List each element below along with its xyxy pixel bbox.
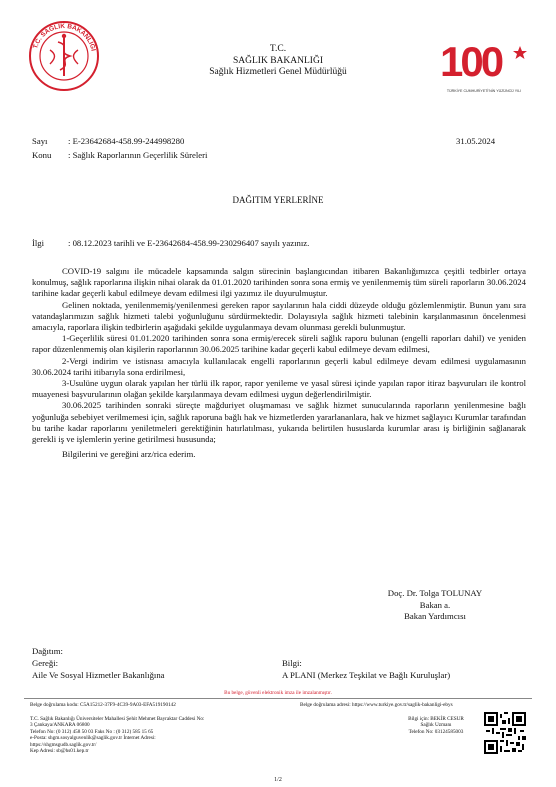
paragraph-6: 30.06.2025 tarihinden sonraki süreçte mağduriyet oluşmaması ve sağlık hizmet sunucularında raporların yenilenmesine bağlı yoğunluğa sebebiyet verilmemesi için, sağlık raporuna bağlı hak ve hizmetlerden yararlananlara, hak ve hizmet sağlayıcı Kurumlar tarafından bu tarihe kadar raporlarını yeniletmeleri gerektiğinin hatırlatılması, yukarıda belirtilen hususlarda kurumlar arası iş birliğinin sağlanarak gerekli iş ve işlemlerin yerine getirilmesi hususunda; [32, 400, 526, 445]
address-line-2: 3 Çankaya/ANKARA 06800 [30, 722, 90, 729]
sayi-label: Sayı [32, 136, 48, 146]
header-directorate: Sağlık Hizmetleri Genel Müdürlüğü [209, 67, 347, 77]
centennial-number: 100 [440, 38, 502, 84]
signature-block [360, 588, 510, 623]
esign-notice: Bu belge, güvenli elektronik imza ile imzalanmıştır. [224, 690, 332, 696]
letter-body [32, 266, 526, 460]
page-number: 1/2 [274, 777, 282, 783]
document-date: 31.05.2024 [456, 136, 496, 146]
header-tc: T.C. [269, 44, 287, 54]
sayi-value: : E-23642684-458.99-244998280 [68, 136, 185, 146]
centennial-logo [436, 36, 532, 94]
konu-value: : Sağlık Raporlarının Geçerlilik Süreleri [68, 150, 208, 160]
address-line-1: T.C. Sağlık Bakanlığı Üniversiteler Mahallesi Şehit Mehmet Bayraktar Caddesi No: [30, 716, 205, 722]
info-phone: Telefon No: 03124585003 [408, 728, 464, 735]
paragraph-2: Gelinen noktada, yenilenmemiş/yenilenmesi gereken rapor sayılarının hala ciddi düzeyde olduğu gözlemlenmiştir. Bunun yanı sıra vatandaşlarımızın sağlık hizmeti talebi yoğunluğunu sürdürmektedir. Dolayısıyla sağlık hizmeti talebinin karşılanmasının öncelenmesi amacıyla, raporlara ilişkin tedbirlerin aşağıdaki şekilde uygulanmaya devam olunması gerekli bulunmuştur. [32, 299, 526, 333]
kep-address: Kep Adresi: sb@hs01.kep.tr [30, 748, 89, 755]
phone-fax: Telefon No: (0 312) 458 50 03 Faks No : (0 312) 585 15 65 [30, 728, 154, 735]
signatory-title-2: Bakan Yardımcısı [404, 611, 466, 621]
distribution-label: Dağıtım: [32, 646, 63, 656]
footer-divider [24, 698, 532, 699]
website-link[interactable]: https://shgmsgudb.saglik.gov.tr/ [30, 741, 97, 748]
gereg-label: Gereği: [32, 658, 59, 668]
bilgi-value: A PLANI (Merkez Teşkilat ve Bağlı Kuruluşlar) [282, 670, 451, 680]
paragraph-3: 1-Geçerlilik süresi 01.01.2020 tarihinden sonra sona ermiş/erecek süreli sağlık raporu bulunan (engelli raporları dahil) ve yeniden rapor düzenlenmemiş olan kişilerin raporlarının 30.06.2025 tarihine kadar geçerli kabul edilmeye devam edilmesi, [32, 333, 526, 355]
contact-info-block [396, 716, 476, 735]
footer-address-block [30, 716, 290, 754]
qr-code [484, 712, 526, 754]
signatory-name: Doç. Dr. Tolga TOLUNAY [387, 588, 483, 598]
seal-text: T.C. SAĞLIK BAKANLIĞI [32, 22, 97, 52]
info-person: Bilgi için: BEKİR CESUR [408, 716, 464, 722]
paragraph-5: 3-Usulüne uygun olarak yapılan her türlü ilk rapor, rapor yenileme ve yasal süresi içinde yapılan rapor itiraz başvuruları ile kontrol muayenesi başvurularının olağan şekilde karşılanmaya devam edilmesi uygun değerlendirilmiştir. [32, 378, 526, 400]
ilgi-value: : 08.12.2023 tarihli ve E-23642684-458.99-230296407 sayılı yazınız. [68, 238, 310, 248]
verify-address[interactable]: Belge doğrulama adresi: https://www.turkiye.gov.tr/saglik-bakanligi-ebys [300, 702, 453, 708]
paragraph-7: Bilgilerini ve gereğini arz/rica ederim. [62, 449, 196, 460]
centennial-caption: TÜRKİYE CUMHURİYETİ'NİN YÜZÜNCÜ YILI [446, 89, 522, 93]
paragraph-1: COVID-19 salgını ile mücadele kapsamında salgın sürecinin başlangıcından itibaren Bakanlığımızca çeşitli tedbirler ortaya konulmuş, sağlık raporlarına ilişkin nihai olarak da 01.01.2020 tarihinden sonra sona ermiş ve yenilenmemiş tüm süreli raporların 30.06.2024 tarihine kadar geçerli kabul edilmeye devam edilmesi ilgi yazımız ile duyurulmuştur. [32, 266, 526, 299]
header-ministry: SAĞLIK BAKANLIĞI [233, 55, 323, 66]
verify-code: Belge doğrulama kodu: C5A15212-37F9-4C39-9A03-EFA519190142 [30, 702, 176, 708]
ministry-seal-logo [28, 20, 100, 92]
ilgi-label: İlgi [32, 238, 45, 248]
info-title: Sağlık Uzmanı [420, 722, 452, 729]
bilgi-label: Bilgi: [282, 658, 302, 668]
signatory-title-1: Bakan a. [419, 599, 451, 610]
email-line: e-Posta: shgm.sosyalguvenlik@saglik.gov.tr İnternet Adresi: [30, 735, 156, 742]
paragraph-4: 2-Vergi indirim ve istisnası amacıyla kullanılacak engelli raporlarının geçerli kabul edilmeye devam edilmesi uygulamasının 30.06.2024 tarihi itibarıyla sona erdirilmesi, [32, 355, 526, 377]
konu-label: Konu [32, 150, 52, 160]
gereg-value: Aile Ve Sosyal Hizmetler Bakanlığına [32, 670, 165, 680]
distribution-title: DAĞITIM YERLERİNE [232, 195, 324, 205]
